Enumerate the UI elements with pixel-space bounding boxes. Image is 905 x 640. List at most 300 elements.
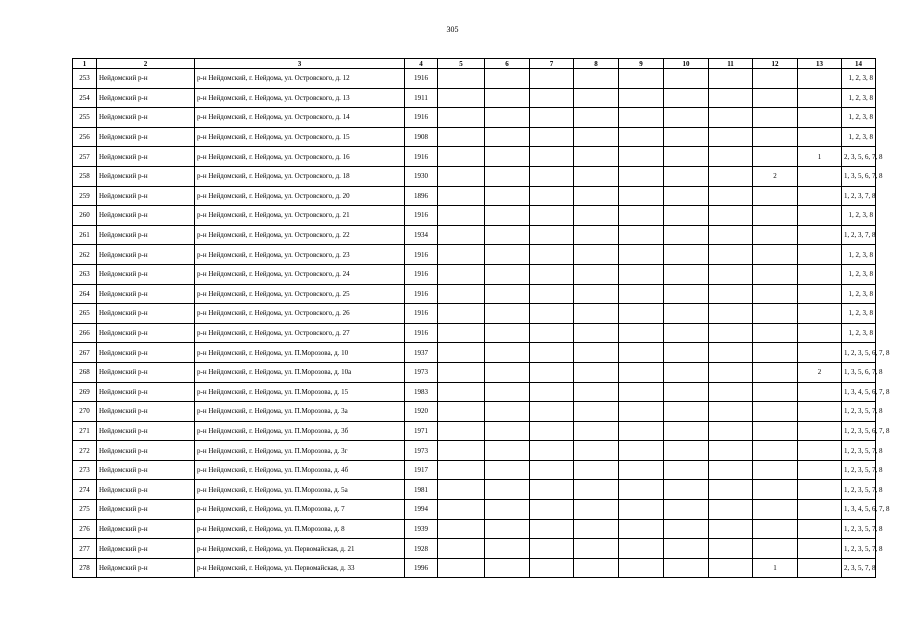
column-13-cell: [798, 441, 842, 461]
column-10-cell: [664, 69, 709, 89]
column-9-cell: [619, 147, 664, 167]
column-12-cell: [753, 519, 798, 539]
column-header-4: 4: [405, 59, 438, 69]
district-cell: Нейдомский р-н: [97, 225, 195, 245]
address-cell: р-н Нейдомский, г. Нейдома, ул. П.Морозова, д. 3а: [195, 402, 405, 422]
column-10-cell: [664, 225, 709, 245]
column-11-cell: [709, 441, 753, 461]
column-13-cell: [798, 166, 842, 186]
year-cell: 1916: [405, 147, 438, 167]
row-number-cell: 259: [73, 186, 97, 206]
column-10-cell: [664, 343, 709, 363]
column-9-cell: [619, 343, 664, 363]
table-row: [73, 343, 876, 363]
district-cell: Нейдомский р-н: [97, 558, 195, 578]
column-7-cell: [530, 421, 574, 441]
table-row: [73, 519, 876, 539]
district-cell: Нейдомский р-н: [97, 441, 195, 461]
column-8-cell: [574, 284, 619, 304]
year-cell: 1916: [405, 284, 438, 304]
column-6-cell: [485, 362, 530, 382]
row-number-cell: 271: [73, 421, 97, 441]
codes-cell: 1, 2, 3, 5, 7, 8: [842, 441, 876, 461]
column-8-cell: [574, 69, 619, 89]
column-8-cell: [574, 108, 619, 128]
column-7-cell: [530, 500, 574, 520]
column-10-cell: [664, 284, 709, 304]
column-12-cell: [753, 323, 798, 343]
row-number-cell: 258: [73, 166, 97, 186]
column-7-cell: [530, 343, 574, 363]
table-row: [73, 558, 876, 578]
row-number-cell: 275: [73, 500, 97, 520]
column-7-cell: [530, 402, 574, 422]
column-11-cell: [709, 421, 753, 441]
column-11-cell: [709, 343, 753, 363]
district-cell: Нейдомский р-н: [97, 264, 195, 284]
row-number-cell: 261: [73, 225, 97, 245]
column-11-cell: [709, 166, 753, 186]
address-cell: р-н Нейдомский, г. Нейдома, ул. Островского, д. 22: [195, 225, 405, 245]
column-10-cell: [664, 264, 709, 284]
year-cell: 1973: [405, 362, 438, 382]
column-5-cell: [438, 382, 485, 402]
codes-cell: 1, 2, 3, 8: [842, 206, 876, 226]
column-header-14: 14: [842, 59, 876, 69]
column-11-cell: [709, 402, 753, 422]
codes-cell: 1, 2, 3, 5, 7, 8: [842, 519, 876, 539]
column-7-cell: [530, 539, 574, 559]
district-cell: Нейдомский р-н: [97, 343, 195, 363]
year-cell: 1994: [405, 500, 438, 520]
column-11-cell: [709, 225, 753, 245]
column-13-cell: [798, 402, 842, 422]
column-10-cell: [664, 245, 709, 265]
column-7-cell: [530, 166, 574, 186]
table-row: [73, 147, 876, 167]
column-12-cell: [753, 284, 798, 304]
address-cell: р-н Нейдомский, г. Нейдома, ул. Островского, д. 21: [195, 206, 405, 226]
column-5-cell: [438, 186, 485, 206]
column-8-cell: [574, 147, 619, 167]
column-5-cell: [438, 147, 485, 167]
district-cell: Нейдомский р-н: [97, 362, 195, 382]
column-9-cell: [619, 362, 664, 382]
codes-cell: 1, 2, 3, 8: [842, 127, 876, 147]
table-row: [73, 69, 876, 89]
column-11-cell: [709, 519, 753, 539]
column-5-cell: [438, 343, 485, 363]
column-6-cell: [485, 323, 530, 343]
district-cell: Нейдомский р-н: [97, 402, 195, 422]
table-row: [73, 460, 876, 480]
address-cell: р-н Нейдомский, г. Нейдома, ул. П.Морозова, д. 7: [195, 500, 405, 520]
year-cell: 1996: [405, 558, 438, 578]
table-row: [73, 500, 876, 520]
district-cell: Нейдомский р-н: [97, 186, 195, 206]
column-header-13: 13: [798, 59, 842, 69]
column-header-1: 1: [73, 59, 97, 69]
table-row: [73, 304, 876, 324]
row-number-cell: 276: [73, 519, 97, 539]
column-9-cell: [619, 69, 664, 89]
column-11-cell: [709, 206, 753, 226]
column-11-cell: [709, 480, 753, 500]
column-13-cell: [798, 519, 842, 539]
column-12-cell: [753, 108, 798, 128]
year-cell: 1916: [405, 108, 438, 128]
column-9-cell: [619, 480, 664, 500]
column-8-cell: [574, 88, 619, 108]
row-number-cell: 257: [73, 147, 97, 167]
column-8-cell: [574, 382, 619, 402]
year-cell: 1939: [405, 519, 438, 539]
row-number-cell: 278: [73, 558, 97, 578]
year-cell: 1973: [405, 441, 438, 461]
column-12-cell: [753, 88, 798, 108]
table-row: [73, 539, 876, 559]
column-5-cell: [438, 88, 485, 108]
year-cell: 1896: [405, 186, 438, 206]
column-9-cell: [619, 323, 664, 343]
table-row: [73, 225, 876, 245]
column-7-cell: [530, 441, 574, 461]
column-13-cell: [798, 264, 842, 284]
year-cell: 1981: [405, 480, 438, 500]
column-8-cell: [574, 519, 619, 539]
district-cell: Нейдомский р-н: [97, 284, 195, 304]
row-number-cell: 268: [73, 362, 97, 382]
address-cell: р-н Нейдомский, г. Нейдома, ул. Островского, д. 16: [195, 147, 405, 167]
column-10-cell: [664, 304, 709, 324]
district-cell: Нейдомский р-н: [97, 460, 195, 480]
address-cell: р-н Нейдомский, г. Нейдома, ул. П.Морозова, д. 15: [195, 382, 405, 402]
column-7-cell: [530, 206, 574, 226]
column-12-cell: 1: [753, 558, 798, 578]
year-cell: 1930: [405, 166, 438, 186]
codes-cell: 1, 2, 3, 5, 7, 8: [842, 539, 876, 559]
column-10-cell: [664, 500, 709, 520]
column-6-cell: [485, 539, 530, 559]
codes-cell: 1, 2, 3, 8: [842, 284, 876, 304]
column-9-cell: [619, 539, 664, 559]
column-6-cell: [485, 304, 530, 324]
column-12-cell: [753, 245, 798, 265]
address-cell: р-н Нейдомский, г. Нейдома, ул. Островского, д. 25: [195, 284, 405, 304]
column-9-cell: [619, 421, 664, 441]
column-10-cell: [664, 166, 709, 186]
table-header-row: [73, 59, 876, 69]
table-row: [73, 108, 876, 128]
address-cell: р-н Нейдомский, г. Нейдома, ул. П.Морозова, д. 8: [195, 519, 405, 539]
column-12-cell: [753, 460, 798, 480]
column-13-cell: [798, 480, 842, 500]
column-6-cell: [485, 402, 530, 422]
column-5-cell: [438, 402, 485, 422]
column-12-cell: [753, 500, 798, 520]
column-11-cell: [709, 245, 753, 265]
column-13-cell: [798, 460, 842, 480]
column-header-11: 11: [709, 59, 753, 69]
column-5-cell: [438, 362, 485, 382]
codes-cell: 1, 2, 3, 7, 8: [842, 225, 876, 245]
row-number-cell: 254: [73, 88, 97, 108]
column-10-cell: [664, 362, 709, 382]
column-11-cell: [709, 88, 753, 108]
column-11-cell: [709, 284, 753, 304]
column-8-cell: [574, 539, 619, 559]
year-cell: 1916: [405, 264, 438, 284]
column-8-cell: [574, 402, 619, 422]
column-10-cell: [664, 127, 709, 147]
column-11-cell: [709, 460, 753, 480]
table-row: [73, 166, 876, 186]
column-8-cell: [574, 166, 619, 186]
codes-cell: 2, 3, 5, 7, 8: [842, 558, 876, 578]
column-header-3: 3: [195, 59, 405, 69]
column-11-cell: [709, 69, 753, 89]
column-13-cell: [798, 284, 842, 304]
table-row: [73, 186, 876, 206]
codes-cell: 1, 2, 3, 8: [842, 264, 876, 284]
year-cell: 1937: [405, 343, 438, 363]
column-5-cell: [438, 304, 485, 324]
column-7-cell: [530, 480, 574, 500]
column-9-cell: [619, 284, 664, 304]
column-5-cell: [438, 421, 485, 441]
column-11-cell: [709, 127, 753, 147]
district-cell: Нейдомский р-н: [97, 480, 195, 500]
district-cell: Нейдомский р-н: [97, 500, 195, 520]
district-cell: Нейдомский р-н: [97, 323, 195, 343]
column-6-cell: [485, 284, 530, 304]
column-8-cell: [574, 558, 619, 578]
column-10-cell: [664, 88, 709, 108]
table-row: [73, 284, 876, 304]
column-5-cell: [438, 245, 485, 265]
column-header-7: 7: [530, 59, 574, 69]
codes-cell: 1, 3, 4, 5, 6, 7, 8: [842, 382, 876, 402]
column-11-cell: [709, 362, 753, 382]
district-cell: Нейдомский р-н: [97, 88, 195, 108]
table-row: [73, 441, 876, 461]
column-11-cell: [709, 539, 753, 559]
column-6-cell: [485, 558, 530, 578]
column-8-cell: [574, 245, 619, 265]
column-9-cell: [619, 245, 664, 265]
column-11-cell: [709, 558, 753, 578]
column-12-cell: [753, 480, 798, 500]
column-5-cell: [438, 108, 485, 128]
district-cell: Нейдомский р-н: [97, 206, 195, 226]
column-7-cell: [530, 108, 574, 128]
codes-cell: 1, 3, 4, 5, 6, 7, 8: [842, 500, 876, 520]
column-5-cell: [438, 558, 485, 578]
table-row: [73, 206, 876, 226]
year-cell: 1917: [405, 460, 438, 480]
column-13-cell: [798, 323, 842, 343]
column-13-cell: [798, 225, 842, 245]
address-cell: р-н Нейдомский, г. Нейдома, ул. Островского, д. 24: [195, 264, 405, 284]
column-8-cell: [574, 225, 619, 245]
address-cell: р-н Нейдомский, г. Нейдома, ул. П.Морозова, д. 5а: [195, 480, 405, 500]
column-9-cell: [619, 519, 664, 539]
column-7-cell: [530, 382, 574, 402]
row-number-cell: 264: [73, 284, 97, 304]
column-5-cell: [438, 166, 485, 186]
column-header-12: 12: [753, 59, 798, 69]
column-8-cell: [574, 304, 619, 324]
row-number-cell: 262: [73, 245, 97, 265]
column-5-cell: [438, 284, 485, 304]
column-11-cell: [709, 108, 753, 128]
address-cell: р-н Нейдомский, г. Нейдома, ул. Островского, д. 13: [195, 88, 405, 108]
column-8-cell: [574, 500, 619, 520]
district-cell: Нейдомский р-н: [97, 421, 195, 441]
housing-registry-table: [72, 58, 890, 578]
codes-cell: 1, 2, 3, 5, 6, 7, 8: [842, 421, 876, 441]
column-6-cell: [485, 519, 530, 539]
table-row: [73, 245, 876, 265]
column-13-cell: [798, 382, 842, 402]
table-row: [73, 382, 876, 402]
column-7-cell: [530, 519, 574, 539]
column-9-cell: [619, 500, 664, 520]
column-13-cell: 1: [798, 147, 842, 167]
column-12-cell: [753, 402, 798, 422]
address-cell: р-н Нейдомский, г. Нейдома, ул. Островского, д. 27: [195, 323, 405, 343]
column-11-cell: [709, 500, 753, 520]
column-5-cell: [438, 264, 485, 284]
row-number-cell: 260: [73, 206, 97, 226]
column-12-cell: [753, 147, 798, 167]
column-13-cell: [798, 88, 842, 108]
address-cell: р-н Нейдомский, г. Нейдома, ул. Островского, д. 14: [195, 108, 405, 128]
column-13-cell: [798, 343, 842, 363]
column-6-cell: [485, 69, 530, 89]
row-number-cell: 255: [73, 108, 97, 128]
column-6-cell: [485, 421, 530, 441]
column-5-cell: [438, 519, 485, 539]
column-12-cell: [753, 362, 798, 382]
column-12-cell: [753, 206, 798, 226]
codes-cell: 1, 2, 3, 8: [842, 304, 876, 324]
column-9-cell: [619, 264, 664, 284]
column-header-2: 2: [97, 59, 195, 69]
column-8-cell: [574, 460, 619, 480]
column-12-cell: [753, 421, 798, 441]
address-cell: р-н Нейдомский, г. Нейдома, ул. П.Морозова, д. 3г: [195, 441, 405, 461]
address-cell: р-н Нейдомский, г. Нейдома, ул. Первомайская, д. 33: [195, 558, 405, 578]
codes-cell: 1, 2, 3, 5, 7, 8: [842, 402, 876, 422]
year-cell: 1916: [405, 206, 438, 226]
column-5-cell: [438, 480, 485, 500]
column-10-cell: [664, 421, 709, 441]
column-9-cell: [619, 304, 664, 324]
codes-cell: 1, 2, 3, 8: [842, 108, 876, 128]
year-cell: 1934: [405, 225, 438, 245]
row-number-cell: 277: [73, 539, 97, 559]
column-13-cell: [798, 500, 842, 520]
table-row: [73, 264, 876, 284]
column-header-10: 10: [664, 59, 709, 69]
table-row: [73, 402, 876, 422]
column-8-cell: [574, 323, 619, 343]
column-header-6: 6: [485, 59, 530, 69]
column-9-cell: [619, 382, 664, 402]
column-9-cell: [619, 225, 664, 245]
column-6-cell: [485, 264, 530, 284]
column-13-cell: [798, 108, 842, 128]
column-12-cell: [753, 539, 798, 559]
column-11-cell: [709, 186, 753, 206]
table-row: [73, 323, 876, 343]
column-6-cell: [485, 206, 530, 226]
district-cell: Нейдомский р-н: [97, 166, 195, 186]
year-cell: 1916: [405, 245, 438, 265]
district-cell: Нейдомский р-н: [97, 69, 195, 89]
column-9-cell: [619, 460, 664, 480]
page-number: 305: [446, 25, 459, 34]
table-row: [73, 88, 876, 108]
column-5-cell: [438, 69, 485, 89]
column-9-cell: [619, 558, 664, 578]
column-6-cell: [485, 343, 530, 363]
column-12-cell: [753, 264, 798, 284]
column-6-cell: [485, 225, 530, 245]
column-10-cell: [664, 382, 709, 402]
column-9-cell: [619, 166, 664, 186]
row-number-cell: 266: [73, 323, 97, 343]
year-cell: 1916: [405, 304, 438, 324]
column-8-cell: [574, 264, 619, 284]
district-cell: Нейдомский р-н: [97, 127, 195, 147]
column-header-8: 8: [574, 59, 619, 69]
column-5-cell: [438, 441, 485, 461]
district-cell: Нейдомский р-н: [97, 539, 195, 559]
year-cell: 1908: [405, 127, 438, 147]
column-12-cell: [753, 343, 798, 363]
column-12-cell: [753, 441, 798, 461]
column-13-cell: [798, 558, 842, 578]
codes-cell: 2, 3, 5, 6, 7, 8: [842, 147, 876, 167]
address-cell: р-н Нейдомский, г. Нейдома, ул. Островского, д. 20: [195, 186, 405, 206]
column-7-cell: [530, 127, 574, 147]
column-7-cell: [530, 186, 574, 206]
row-number-cell: 274: [73, 480, 97, 500]
row-number-cell: 270: [73, 402, 97, 422]
column-9-cell: [619, 206, 664, 226]
column-12-cell: 2: [753, 166, 798, 186]
table-row: [73, 421, 876, 441]
address-cell: р-н Нейдомский, г. Нейдома, ул. Островского, д. 12: [195, 69, 405, 89]
column-5-cell: [438, 460, 485, 480]
column-6-cell: [485, 480, 530, 500]
codes-cell: 1, 3, 5, 6, 7, 8: [842, 362, 876, 382]
column-10-cell: [664, 323, 709, 343]
year-cell: 1916: [405, 69, 438, 89]
column-10-cell: [664, 186, 709, 206]
column-6-cell: [485, 108, 530, 128]
column-10-cell: [664, 108, 709, 128]
column-12-cell: [753, 186, 798, 206]
column-12-cell: [753, 225, 798, 245]
column-10-cell: [664, 558, 709, 578]
column-11-cell: [709, 147, 753, 167]
column-header-9: 9: [619, 59, 664, 69]
column-header-5: 5: [438, 59, 485, 69]
address-cell: р-н Нейдомский, г. Нейдома, ул. Первомайская, д. 21: [195, 539, 405, 559]
